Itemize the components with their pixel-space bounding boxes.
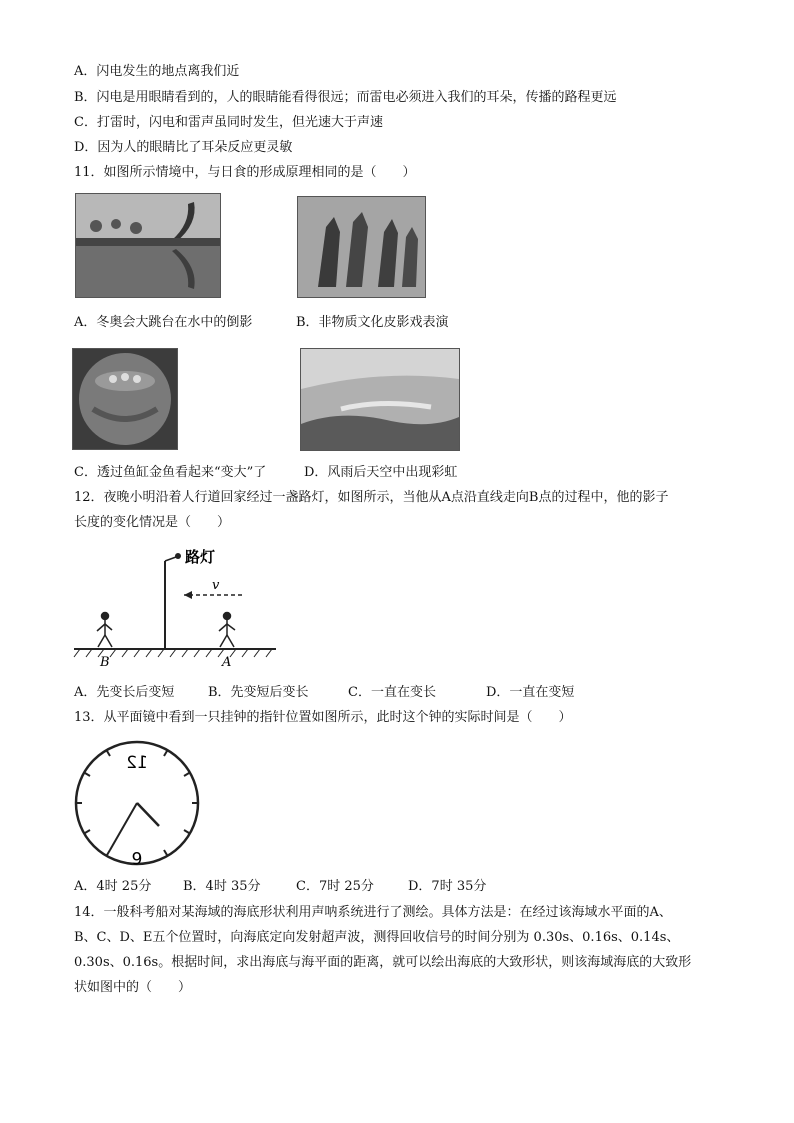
q13-stem: 13．从平面镜中看到一只挂钟的指针位置如图所示，此时这个钟的实际时间是（ ） xyxy=(74,710,572,725)
q13-option-a: A．4时 25分 xyxy=(74,879,152,894)
q13-option-b: B．4时 35分 xyxy=(183,879,261,894)
q12-stem-line2: 长度的变化情况是（ ） xyxy=(74,515,231,530)
q10-option-c: C．打雷时，闪电和雷声虽同时发生，但光速大于声速 xyxy=(74,115,383,130)
q12-option-b: B．先变短后变长 xyxy=(208,685,309,700)
rainbow-sky-photo xyxy=(300,348,460,451)
person-at-b xyxy=(97,613,112,648)
point-b-label: B xyxy=(100,655,110,670)
q12-option-d: D．一直在变短 xyxy=(486,685,575,700)
velocity-label: v xyxy=(212,578,220,593)
point-a-label: A xyxy=(222,655,232,670)
clock-numeral-12: 12 xyxy=(126,753,148,773)
mirrored-clock xyxy=(72,738,202,868)
q10-option-b: B．闪电是用眼睛看到的，人的眼睛能看得很远；而雷电必须进入我们的耳朵，传播的路程更远 xyxy=(74,90,617,105)
q14-line2: B、C、D、E五个位置时，向海底定向发射超声波，测得回收信号的时间分别为 0.30s、0.16s、0.14s、 xyxy=(74,930,680,945)
ski-jump-reflection-photo xyxy=(75,193,221,298)
q14-line3: 0.30s、0.16s。根据时间，求出海底与海平面的距离，就可以绘出海底的大致形状，则该海域海底的大致形 xyxy=(74,955,692,970)
q11-stem: 11．如图所示情境中，与日食的形成原理相同的是（ ） xyxy=(74,165,416,180)
q10-option-d: D．因为人的眼睛比了耳朵反应更灵敏 xyxy=(74,140,293,155)
shadow-puppet-photo xyxy=(297,196,426,298)
lamp-label: 路灯 xyxy=(185,548,216,566)
q14-line4: 状如图中的（ ） xyxy=(74,980,192,995)
streetlamp-diagram xyxy=(72,543,282,673)
q11-option-d: D．风雨后天空中出现彩虹 xyxy=(304,465,458,480)
q13-options xyxy=(74,878,486,896)
q13-option-d: D．7时 35分 xyxy=(408,879,487,894)
fishbowl-photo xyxy=(72,348,178,450)
q12-options xyxy=(74,684,574,702)
q11-option-c: C．透过鱼缸金鱼看起来“变大”了 xyxy=(74,465,267,480)
q12-option-a: A．先变长后变短 xyxy=(74,685,175,700)
q13-option-c: C．7时 25分 xyxy=(296,879,374,894)
lamp-bulb xyxy=(175,553,181,559)
q11-option-a: A．冬奥会大跳台在水中的倒影 xyxy=(74,315,253,330)
q14-line1: 14．一般科考船对某海域的海底形状利用声呐系统进行了测绘。具体方法是：在经过该海域水平面的A、 xyxy=(74,905,672,920)
person-at-a xyxy=(219,613,235,648)
q12-stem-line1: 12．夜晚小明沿着人行道回家经过一盏路灯，如图所示，当他从A点沿直线走向B点的过程中，他的影子 xyxy=(74,490,669,505)
clock-numeral-6: 6 xyxy=(131,847,143,867)
q10-option-a: A．闪电发生的地点离我们近 xyxy=(74,64,240,79)
q12-option-c: C．一直在变长 xyxy=(348,685,436,700)
q11-option-b: B．非物质文化皮影戏表演 xyxy=(296,315,449,330)
